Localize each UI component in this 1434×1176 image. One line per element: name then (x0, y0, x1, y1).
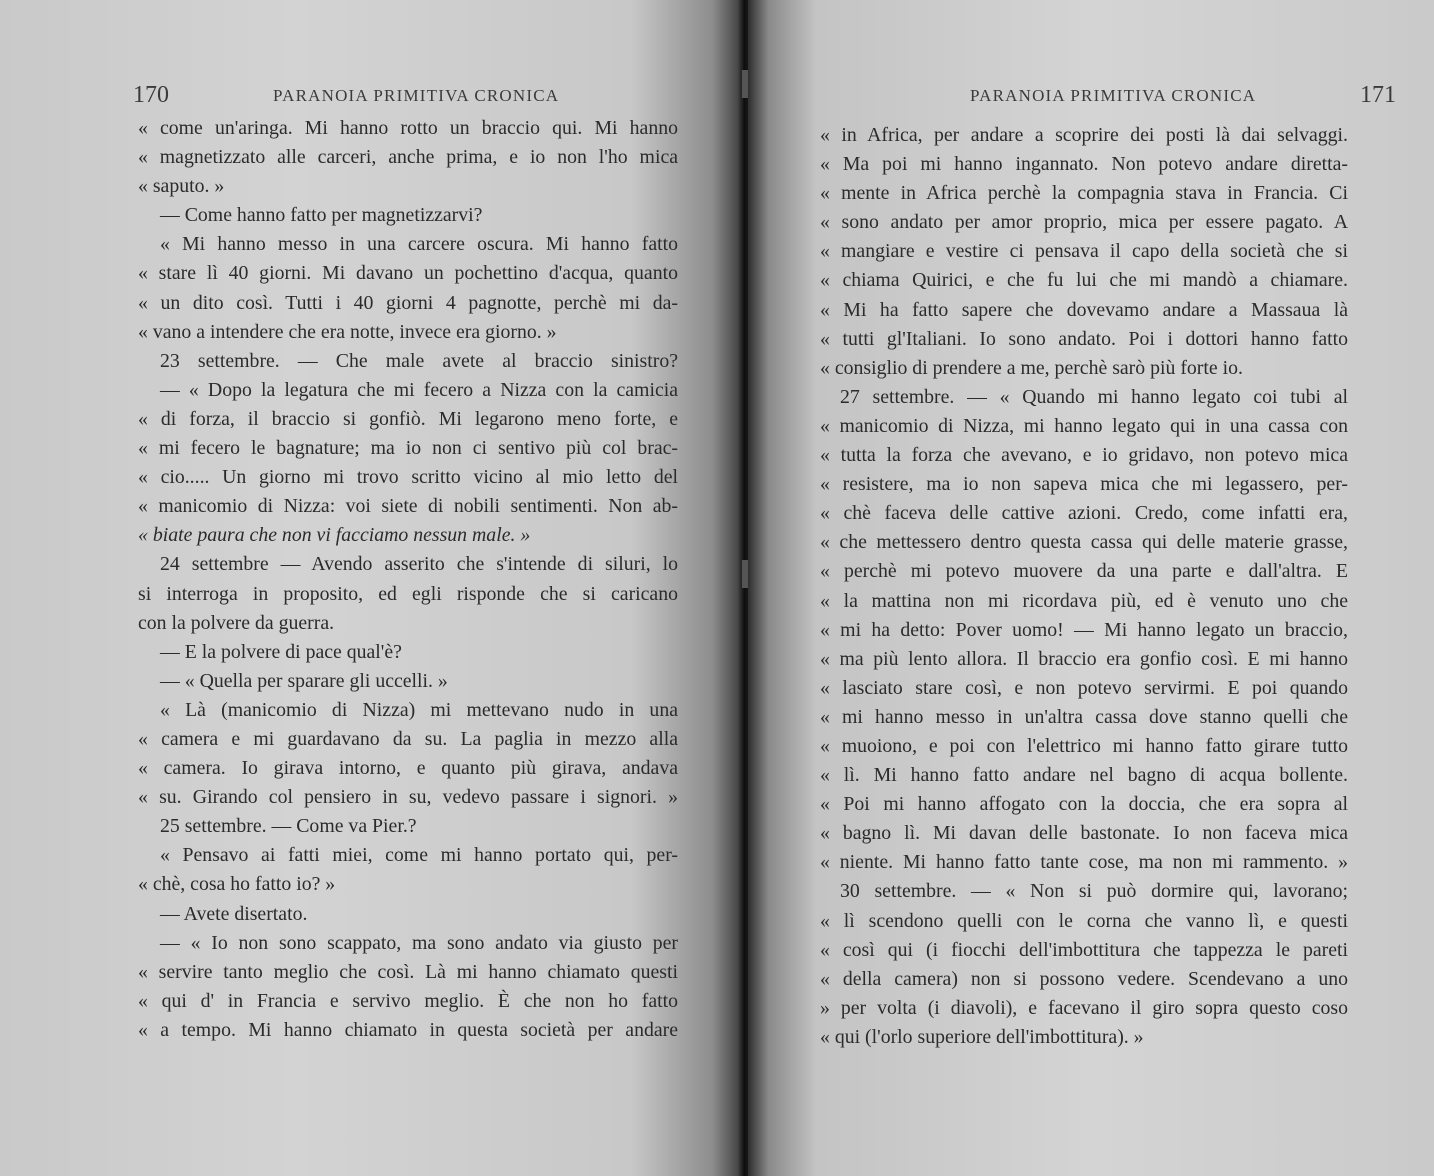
text-line: 24 settembre — Avendo asserito che s'intende di siluri, lo (160, 553, 678, 576)
text-line: — « Dopo la legatura che mi fecero a Nizza con la camicia (160, 378, 678, 401)
text-line: « biate paura che non vi facciamo nessun male. » (138, 524, 531, 547)
text-line: « magnetizzato alle carceri, anche prima, e io non l'ho mica (138, 146, 678, 169)
text-line: « Ma poi mi hanno ingannato. Non potevo andare diretta- (820, 153, 1348, 176)
text-line: « mi hanno messo in un'altra cassa dove stanno quelli che (820, 705, 1348, 728)
text-line: « così qui (i fiocchi dell'imbottitura che tappezza le pareti (820, 938, 1348, 961)
text-line: 27 settembre. — « Quando mi hanno legato coi tubi al (840, 385, 1348, 408)
text-line: « Mi ha fatto sapere che dovevamo andare a Massaua là (820, 298, 1348, 321)
running-head: PARANOIA PRIMITIVA CRONICA (273, 86, 560, 105)
text-line: « muoiono, e poi con l'elettrico mi hanno fatto girare tutto (820, 734, 1348, 757)
text-line: « niente. Mi hanno fatto tante cose, ma non mi rammento. » (820, 851, 1348, 874)
text-line: « Pensavo ai fatti miei, come mi hanno portato qui, per- (160, 844, 678, 867)
text-line: « un dito così. Tutti i 40 giorni 4 pagnotte, perchè mi da- (138, 291, 678, 314)
text-line: « manicomio di Nizza, mi hanno legato qui in una cassa con (820, 414, 1348, 437)
text-line: — Come hanno fatto per magnetizzarvi? (160, 204, 483, 227)
text-line: « camera. Io girava intorno, e quanto più girava, andava (138, 757, 678, 780)
text-line: « mi fecero le bagnature; ma io non ci sentivo più col brac- (138, 437, 678, 460)
page-text (138, 114, 678, 1045)
text-line: con la polvere da guerra. (138, 611, 335, 634)
text-line: « vano a intendere che era notte, invece era giorno. » (138, 320, 557, 343)
text-line: « tutta la forza che avevano, e io gridavo, non potevo mica (820, 444, 1348, 467)
text-line: « sono andato per amor proprio, mica per essere pagato. A (820, 211, 1348, 234)
text-line: — Avete disertato. (160, 902, 308, 925)
text-line: « della camera) non si possono vedere. Scendevano a uno (820, 967, 1348, 990)
text-line: « di forza, il braccio si gonfiò. Mi legarono meno forte, e (138, 407, 678, 430)
text-line: « chè, cosa ho fatto io? » (138, 873, 336, 896)
text-line: 30 settembre. — « Non si può dormire qui, lavorano; (840, 880, 1348, 903)
text-line: « ma più lento allora. Il braccio era gonfio così. E mi hanno (820, 647, 1348, 670)
text-line: « chiama Quirici, e che fu lui che mi mandò a chiamare. (820, 269, 1348, 292)
text-line: « Poi mi hanno affogato con la doccia, che era sopra al (820, 793, 1348, 816)
text-line: « servire tanto meglio che così. Là mi hanno chiamato questi (138, 960, 678, 983)
text-line: « a tempo. Mi hanno chiamato in questa società per andare (138, 1018, 678, 1041)
text-line: « consiglio di prendere a me, perchè sarò più forte io. (820, 356, 1243, 379)
text-line: « cio..... Un giorno mi trovo scritto vicino al mio letto del (138, 466, 678, 489)
text-line: « lì. Mi hanno fatto andare nel bagno di acqua bollente. (820, 764, 1348, 787)
text-line: « su. Girando col pensiero in su, vedevo passare i signori. » (138, 786, 678, 809)
text-line: « resistere, ma io non sapeva mica che mi legassero, per- (820, 473, 1348, 496)
text-line: — E la polvere di pace qual'è? (160, 640, 402, 663)
text-line: « mi ha detto: Pover uomo! — Mi hanno legato un braccio, (820, 618, 1348, 641)
text-line: « lì scendono quelli con le corna che vanno lì, e questi (820, 909, 1348, 932)
text-line: 25 settembre. — Come va Pier.? (160, 815, 417, 838)
text-line: « in Africa, per andare a scoprire dei posti là dai selvaggi. (820, 124, 1348, 146)
text-line: « mangiare e vestire ci pensava il capo della società che si (820, 240, 1348, 263)
text-line: si interroga in proposito, ed egli risponde che si caricano (138, 582, 678, 605)
text-line: « saputo. » (138, 175, 225, 198)
text-line: « che mettessero dentro questa cassa qui delle materie grasse, (820, 531, 1348, 554)
text-line: « manicomio di Nizza: voi siete di nobili sentimenti. Non ab- (138, 495, 678, 518)
text-line: « mente in Africa perchè la compagnia stava in Francia. Ci (820, 182, 1348, 205)
text-line: « Mi hanno messo in una carcere oscura. Mi hanno fatto (160, 233, 678, 256)
page-text (820, 121, 1348, 1052)
page-number: 171 (1360, 82, 1396, 108)
right-page (748, 0, 1434, 1176)
text-line: « Là (manicomio di Nizza) mi mettevano nudo in una (160, 698, 678, 721)
text-line: « qui d' in Francia e servivo meglio. È che non ho fatto (138, 989, 678, 1012)
text-line: — « Quella per sparare gli uccelli. » (160, 669, 448, 692)
text-line: 23 settembre. — Che male avete al braccio sinistro? (160, 349, 678, 372)
text-line: « tutti gl'Italiani. Io sono andato. Poi i dottori hanno fatto (820, 327, 1348, 350)
text-line: — « Io non sono scappato, ma sono andato via giusto per (160, 931, 678, 954)
text-line: « stare lì 40 giorni. Mi davano un pochettino d'acqua, quanto (138, 262, 678, 285)
text-line: « chè faceva delle cattive azioni. Credo, come infatti era, (820, 502, 1348, 525)
text-line: « perchè mi potevo muovere da una parte e dall'altra. E (820, 560, 1348, 583)
text-line: « lasciato stare così, e non potevo servirmi. E poi quando (820, 676, 1348, 699)
text-line: « bagno lì. Mi davan delle bastonate. Io non faceva mica (820, 822, 1348, 845)
text-line: » per volta (i diavoli), e facevano il giro sopra questo coso (820, 996, 1348, 1019)
page-number: 170 (133, 82, 169, 108)
text-line: « come un'aringa. Mi hanno rotto un braccio qui. Mi hanno (138, 117, 678, 139)
running-head: PARANOIA PRIMITIVA CRONICA (970, 86, 1257, 105)
text-line: « camera e mi guardavano da su. La paglia in mezzo alla (138, 727, 678, 750)
text-line: « la mattina non mi ricordava più, ed è venuto uno che (820, 589, 1348, 612)
text-line: « qui (l'orlo superiore dell'imbottitura). » (820, 1025, 1144, 1048)
